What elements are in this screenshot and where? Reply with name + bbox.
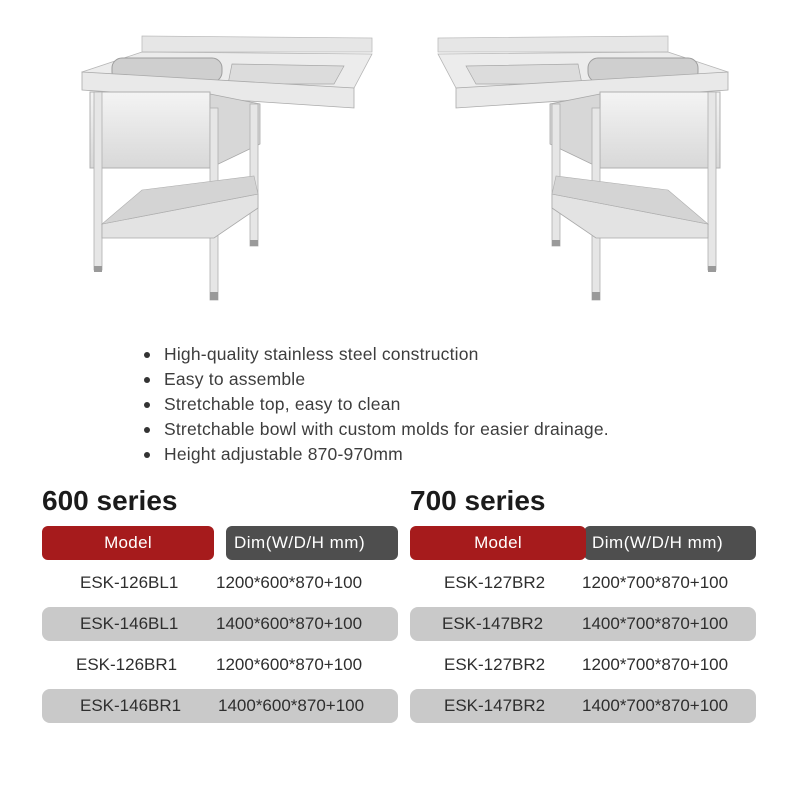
dim-cell: 1400*700*870+100 bbox=[582, 696, 729, 715]
table-row bbox=[42, 689, 398, 723]
feature-item: Stretchable bowl with custom molds for easier drainage. bbox=[140, 417, 609, 442]
table-row bbox=[42, 648, 398, 682]
series-700-table bbox=[410, 484, 756, 723]
series-700-header bbox=[410, 526, 756, 560]
model-cell: ESK-127BR2 bbox=[444, 655, 546, 674]
table-row bbox=[410, 566, 756, 600]
model-cell: ESK-147BR2 bbox=[444, 696, 546, 715]
model-cell: ESK-126BL1 bbox=[80, 573, 179, 592]
feature-item: High-quality stainless steel construction bbox=[140, 342, 609, 367]
series-600-table bbox=[42, 484, 398, 723]
model-cell: ESK-146BR1 bbox=[80, 696, 182, 715]
dim-cell: 1200*700*870+100 bbox=[582, 655, 729, 674]
dim-cell: 1200*600*870+100 bbox=[216, 573, 363, 592]
dim-cell: 1400*600*870+100 bbox=[216, 614, 363, 633]
table-row bbox=[410, 607, 756, 641]
dim-cell: 1200*600*870+100 bbox=[216, 655, 363, 674]
table-row bbox=[410, 648, 756, 682]
dim-cell: 1400*600*870+100 bbox=[218, 696, 365, 715]
table-row bbox=[42, 566, 398, 600]
sink-right-bowl-image bbox=[428, 30, 738, 305]
feature-item: Easy to assemble bbox=[140, 367, 609, 392]
model-cell: ESK-127BR2 bbox=[444, 573, 546, 592]
feature-item: Stretchable top, easy to clean bbox=[140, 392, 609, 417]
series-700-title: 700 series bbox=[410, 485, 546, 516]
table-row bbox=[42, 607, 398, 641]
model-cell: ESK-126BR1 bbox=[76, 655, 178, 674]
series-600-title: 600 series bbox=[42, 485, 178, 516]
dim-cell: 1400*700*870+100 bbox=[582, 614, 729, 633]
model-cell: ESK-147BR2 bbox=[442, 614, 544, 633]
sink-left-bowl-image bbox=[72, 30, 382, 305]
dim-column-header: Dim(W/D/H mm) bbox=[226, 526, 398, 560]
model-cell: ESK-146BL1 bbox=[80, 614, 179, 633]
series-600-header bbox=[42, 526, 398, 560]
model-column-header: Model bbox=[42, 526, 214, 560]
feature-list bbox=[140, 342, 609, 467]
model-column-header: Model bbox=[410, 526, 586, 560]
feature-item: Height adjustable 870-970mm bbox=[140, 442, 609, 467]
dim-column-header: Dim(W/D/H mm) bbox=[584, 526, 756, 560]
dim-cell: 1200*700*870+100 bbox=[582, 573, 729, 592]
table-row bbox=[410, 689, 756, 723]
